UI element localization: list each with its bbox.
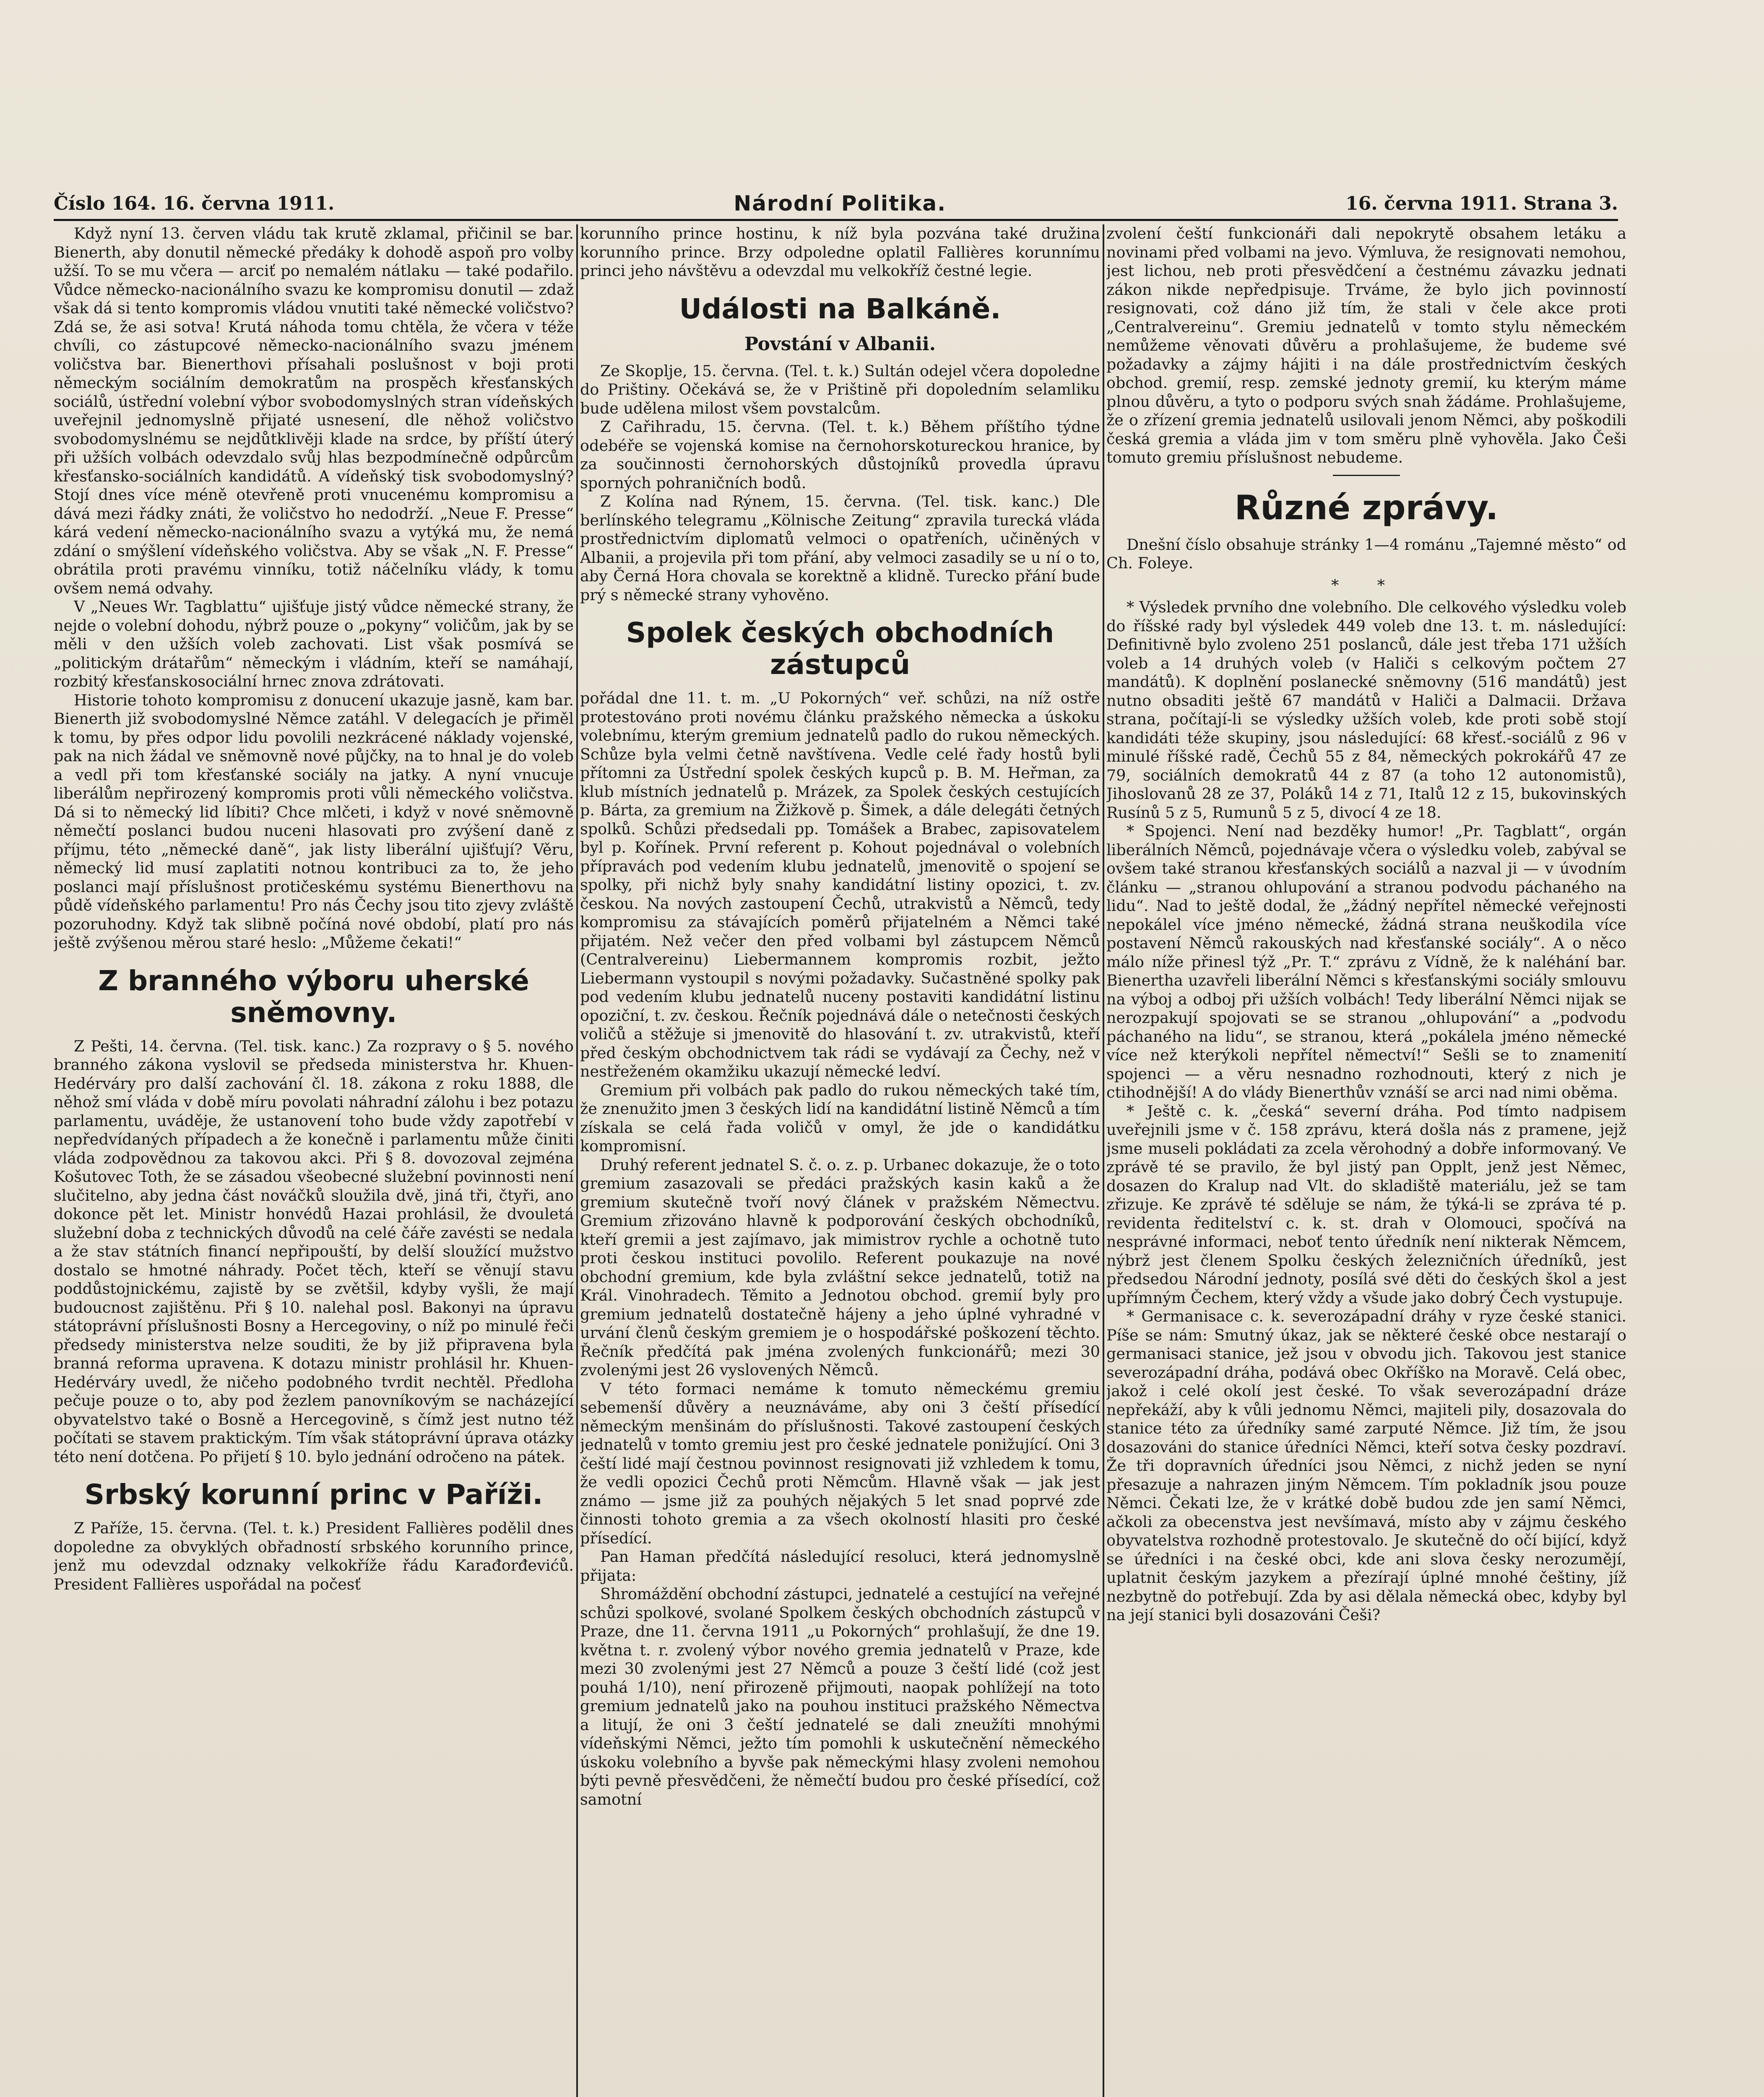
article-paragraph: * Spojenci. Není nad bezděky humor! „Pr. Tagblatt“, orgán liberálních Němců, pojednávaje včera o výsledku voleb, zabýval se ovšem také stranou křesťanských sociálů a nazval ji — v úvodním článku — „stranou ohlupování a stranou podvodu páchaného na lidu“. Nad to ještě dodal, že „žádný nepřítel německé veřejnosti nepokálel více jméno německé, žádná strana neuškodila více postavení Němců rakouských nad křesťanské sociály“. A o něco málo níže přinesl týž „Pr. T.“ zprávu z Vídně, že k naléhání bar. Bienertha uzavřeli liberální Němci s křesťanskými sociály smlouvu na výboj a odboj při užších volbách! Tedy liberální Němci nijak se nerozpakují spojovati se se stranou „ohlupování“ a „podvodu páchaného na lidu“, se stranou, která „pokálela jméno německé více než kterýkoli nepřítel němectví!“ Sešli se to znamenití spojenci — a věru nesnadno rozhodnouti, který z nich je ctihodnější! A do vlády Bienerthův vznáší se arci nad nimi oběma. xyxy=(1106,822,1626,1101)
issue-number: Číslo 164. 16. června 1911. xyxy=(54,193,335,214)
article-paragraph: Gremium při volbách pak padlo do rukou německých také tím, že znenužito jmen 3 českých lidí na kandidátní listině Němců a tím získala se celá řada voličů v omyl, že jde o kandidátku kompromisní. xyxy=(580,1081,1100,1155)
column-2 xyxy=(580,224,1100,2097)
page-header xyxy=(54,191,1618,216)
article-paragraph: Shromáždění obchodní zástupci, jednatelé a cestující na veřejné schůzi spolkové, svolané Spolkem českých obchodních zástupců v Praze, dne 11. června 1911 „u Pokorných“ prohlašují, že dne 19. května t. r. zvolený výbor nového gremia jednatelů v Praze, kde mezi 30 zvolenými jest 27 Němců a pouze 3 čeští lidé (což jest pouhá 1/10), není přirozeně přijmouti, naopak pohlížejí na toto gremium jednatelů jako na pouhou instituci pražského Němectva a litují, že oni 3 čeští jednatelé se dali zneužíti mnohými vídeňskými Němci, ježto tím pomohli k uskutečnění německého úskoku volebního a byvše pak německými hlasy zvoleni nemohou býti pevně přesvědčeni, že němečtí budou pro české přísedící, což samotní xyxy=(580,1585,1100,1808)
page-date: 16. června 1911. Strana 3. xyxy=(1345,193,1618,214)
article-paragraph: korunního prince hostinu, k níž byla pozvána také družina korunního prince. Brzy odpoledne oplatil Fallières korunnímu princi jeho návštěvu a odevzdal mu velkokříž čestné legie. xyxy=(580,224,1100,280)
article-paragraph: V „Neues Wr. Tagblattu“ ujišťuje jistý vůdce německé strany, že nejde o volební dohodu, nýbrž pouze o „pokyny“ voličům, jak by se měli v den užších voleb zachovati. List však posmívá se „politickým drátařům“ německým i vládním, kteří se namáhají, rozbitý křesťanskosociální hrnec znova zdrátovati. xyxy=(54,598,574,690)
article-paragraph: * Výsledek prvního dne volebního. Dle celkového výsledku voleb do říšské rady byl výsledek 449 voleb dne 13. t. m. následující: Definitivně bylo zvoleno 251 poslanců, dále jest třeba 171 užších voleb a 14 druhých voleb (v Haliči s celkovým počtem 27 mandátů). K doplnění poslanecké sněmovny (516 mandátů) jest nutno obsaditi ještě 67 mandátů v Haliči a Dalmacii. Država strana, počítají-li se výsledky užších voleb, kde proti sobě stojí kandidáti téže skupiny, jsou následující: 68 křesť.-sociálů z 96 v minulé říšské radě, Čechů 55 z 84, německých pokrokářů 47 ze 79, sociálních demokratů 44 z 87 (a toho 12 autonomistů), Jihoslovanů 28 ze 37, Poláků 14 z 71, Italů 12 z 15, bukovinských Rusínů 5 z 5, Rumunů 5 z 5, divocí 4 ze 18. xyxy=(1106,598,1626,822)
article-paragraph: Ze Skoplje, 15. června. (Tel. t. k.) Sultán odejel včera dopoledne do Prištiny. Očekává se, že v Prištině při dopoledním selamliku bude udělena milost všem povstalcům. xyxy=(580,362,1100,417)
separator xyxy=(1333,475,1400,476)
article-paragraph: pořádal dne 11. t. m. „U Pokorných“ veř. schůzi, na níž ostře protestováno proti novému článku pražského německa a úskoku volebnímu, kterým gremium jednatelů padlo do rukou německých. Schůze byla velmi četně navštívena. Vedle celé řady hostů byli přítomni za Ústřední spolek českých kupců p. B. M. Heřman, za klub místních jednatelů p. Mrázek, za Spolek českých cestujících p. Bárta, za gremium na Žižkově p. Šimek, a dále delegáti četných spolků. Schůzi předsedali pp. Tomášek a Brabec, zapisovatelem byl p. Kořínek. První referent p. Kohout pojednával o volebních přípravách pod vedením klubu jednatelů, jmenovitě o spojení se spolky, při nichž byly snahy kandidátní listiny opozici, t. zv. českou. Na nových zastoupení Čechů, utrakvistů a Němců, tedy kompromisu za stávajících poměrů přijatelném a Němci také přijatém. Než večer den před volbami byl zástupcem Němců (Centralvereinu) Liebermannem kompromis rozbit, ježto Liebermann vystoupil s novými požadavky. Sučastněné spolky pak pod vedením klubu jednatelů nuceny postaviti kandidátní listinu opoziční, t. zv. českou. Řečník pojednává dále o netečnosti českých voličů a stěžuje si jmenovitě do hlasování t. zv. utrakvistů, kteří před českým obchodnictvem tak rádi se vydávají za Čechy, než v nestřeženém okamžiku ukazují německé ledví. xyxy=(580,689,1100,1080)
article-paragraph: zvolení čeští funkcionáři dali nepokrytě obsahem letáku a novinami před volbami na jevo. Výmluva, že resignovati nemohou, jest lichou, neb proti přesvědčení a čestnému závazku jednati zákon nikde nepředpisuje. Trváme, že bylo jich povinností resignovati, což dáno již tím, že stali v čele akce proti „Centralvereinu“. Gremiu jednatelů v tomto stylu německém nemůžeme věnovati důvěru a prohlašujeme, že budeme své požadavky a zájmy hájiti i na dále prostřednictvím českých obchod. gremií, resp. zemské jednoty gremií, ku kterým máme plnou důvěru, a tyto o podporu svých snah žádáme. Prohlašujeme, že o zřízení gremia jednatelů usilovali jenom Němci, aby poškodili česká gremia a vláda jim v tom směru plně vyhověla. Jako Češi tomuto gremiu příslušnost nebudeme. xyxy=(1106,224,1626,466)
article-paragraph: Z Cařihradu, 15. června. (Tel. t. k.) Během příštího týdne odebéře se vojenská komise na černohorskotureckou hranice, by za součinnosti černohorských důstojníků provedla úpravu sporných pohraničních bodů. xyxy=(580,418,1100,492)
article-paragraph: V této formaci nemáme k tomuto německému gremiu sebemenší důvěry a neuznáváme, aby oni 3 čeští přísedící německým menšinám do příslušnosti. Takové zastoupení českých jednatelů v tomto gremiu jest pro české jednatele ponižující. Oni 3 čeští lidé mají čestnou povinnost resignovati již vzhledem k tomu, že vedli opozici Čechů proti Němcům. Hlavně však — jak jest známo — jsme již za pouhých nějakých 5 let snad poprvé zde činnosti tohoto gremia a za všech okolností hlasiti pro české přísedící. xyxy=(580,1379,1100,1547)
article-paragraph: Druhý referent jednatel S. č. o. z. p. Urbanec dokazuje, že o toto gremium zasazovali se předáci pražských kasin kaků a že gremium skutečně tvoří nový článek v pražském Němectvu. Gremium zřizováno hlavně k podporování českých obchodníků, kteří gremii a jest zajímavo, jak mimistrov rychle a ochotně tuto proti českou instituci povolilo. Referent poukazuje na nové obchodní gremium, kde byla zvláštní sekce jednatelů, totiž na Král. Vinohradech. Těmito a Jednotou obchod. gremií byly pro gremium jednatelů dostatečně hájeny a jeho úplné vyhradné v urvání členů českým gremiem je o hospodářské poškození těchto. Řečník předčítá pak jména zvolených funkcionářů; mezi 30 zvolenými jest 26 vyslovených Němců. xyxy=(580,1155,1100,1379)
article-paragraph: Z Paříže, 15. června. (Tel. t. k.) President Fallières podělil dnes dopoledne za obvyklých obřadností srbského korunního prince, jenž mu odevzdal odznaky velkokříže řádu Karađorđevićů. President Fallières uspořádal na počesť xyxy=(54,1519,574,1593)
article-paragraph: Pan Haman předčítá následující resoluci, která jednomyslně přijata: xyxy=(580,1548,1100,1584)
article-paragraph: * Ještě c. k. „česká“ severní dráha. Pod tímto nadpisem uveřejnili jsme v č. 158 zprávu, která došla nás z pramene, jejž jsme museli pokládati za zcela věrohodný a dobře informovaný. Ve zprávě té se pravilo, že byl jistý pan Opplt, jenž jest Němec, dosazen do Kralup nad Vlt. do skladiště materiálu, jež se tam zřizuje. Ke zprávě té sděluje se nám, že týká-li se zpráva té p. revidenta ředitelství c. k. st. drah v Olomouci, spočívá na nesprávné informaci, neboť tento úředník není nikterak Němcem, nýbrž jest členem Spolku českých železničních úředníků, jest předsedou Národní jednoty, posílá své děti do českých škol a jest upřímným Čechem, který vždy a všude jako dobrý Čech vystupuje. xyxy=(1106,1102,1626,1307)
star-separator: * * xyxy=(1331,576,1402,594)
article-paragraph: Když nyní 13. červen vládu tak krutě zklamal, přičinil se bar. Bienerth, aby donutil německé předáky k dohodě aspoň pro volby užší. To se mu včera — arciť po nemalém nátlaku — také podařilo. Vůdce německo-nacionálního svazu ke kompromisu donutil — zdaž však dá si tento kompromis vládou vnutiti také německé voličstvo? Zdá se, že asi sotva! Krutá náhoda tomu chtěla, že včera v téže chvíli, co zástupcové německo-nacionálního svazu jménem voličstva bar. Bienerthovi přísahali poslušnost v boji proti německým sociálním demokratům na prospěch křesťanských sociálů, ústřední volební výbor svobodomyslných stran vídeňských uveřejnil jednomyslně přijaté usnesení, dle něhož voličstvo svobodomyslnému se nejdůtklivěji klade na srdce, by příští úterý při užších volbách odevzdalo svůj hlas bezpodmínečně odpůrcům křesťansko-sociálních kandidátů. A vídeňský tisk svobodomyslný? Stojí dnes více méně otevřeně proti vnucenému kompromisu a dává mezi řádky znáti, že voličstvo ho nedodrží. „Neue F. Presse“ kárá vedení německo-nacionálního svazu a vytýká mu, že nemá zdání o smýšlení vídeňského voličstva. Aby se však „N. F. Presse“ obrátila proti pravému vinníku, totiž náčelníku vlády, k tomu ovšem nemá odvahy. xyxy=(54,224,574,597)
newspaper-title: Národní Politika. xyxy=(734,191,947,216)
column-3 xyxy=(1106,224,1626,2097)
column-divider xyxy=(1103,224,1104,2097)
article-paragraph: * Germanisace c. k. severozápadní dráhy v ryze české stanici. Píše se nám: Smutný úkaz, jak se některé české obce nestarají o germanisaci stanice, jež jsou v obvodu jich. Takovou jest stanice severozápadní dráha, podává obec Okříško na Moravě. Celá obec, jakož i celé okolí jest české. To však severozápadní dráze nepřekáží, aby k vůli jednomu Němci, majiteli pily, dosazovala do stanice této za úředníky samé zarputé Němce. Již tím, že jsou dosazováni do stanice úředníci Němci, kteří sotva česky pozdraví. Že tři dopravních úředníci jsou Němci, z nichž jeden se nyní přesazuje a nahrazen jiným Němcem. Tím pokladník jsou pouze Němci. Čekati lze, že v krátké době budou zde jen samí Němci, ačkoli za obecenstva jest nevšímavá, místo aby v zájmu českého obyvatelstva rozhodně protestovalo. Je skutečně do očí bijící, když se úředníci i na české obci, kde ani slova česky nerozumějí, uplatnit českým jazykem a přezírají úplné mnohé češtiny, jíž nezbytně do potřebují. Zda by asi dělala německá obec, kdyby byl na její stanici byli dosazováni Češi? xyxy=(1106,1307,1626,1624)
column-divider xyxy=(576,224,578,2097)
column-1 xyxy=(54,224,574,2097)
header-rule xyxy=(54,219,1618,221)
section-heading: Spolek českých obchodních zástupců xyxy=(626,617,1054,681)
subsection-heading: Povstání v Albanii. xyxy=(744,333,936,355)
section-heading: Různé zprávy. xyxy=(1234,488,1499,527)
section-heading: Srbský korunní princ v Paříži. xyxy=(84,1478,543,1511)
article-paragraph: Z Pešti, 14. června. (Tel. tisk. kanc.) Za rozpravy o § 5. nového branného zákona vyslovil se předseda ministerstva hr. Khuen-Hedérváry pro další zachování čl. 18. zákona z roku 1888, dle něhož smí vláda v době míru povolati náhradní zálohu i bez potazu parlamentu, uváděje, že ustanovení toho bude vždy zapotřebí v nepředvídaných případech a že konečně i parlamentu může činiti vláda zodpovědnou za takovou akci. Při § 8. dovozoval zejména Košutovec Toth, že se zásadou všeobecné služební povinnosti není slučitelno, aby jedna část nováčků sloužila dvě, jiná tři, čtyři, ano dokonce pět let. Ministr honvédů Hazai prohlásil, že dvouletá služební doba z technických důvodů na celé čáře zavésti se nedala a že stav státních financí nepřipouští, by delší sloužící mužstvo dostalo se hmotné náhrady. Počet těch, kteří se věnují stavu poddůstojnickému, zajistě by se zvětšil, kdyby vyšli, že mají budoucnost zajištěnu. Při § 10. nalehal posl. Bakonyi na úpravu státoprávní příslušnosti Bosny a Hercegoviny, o níž po minulé řeči předsedy ministerstva nelze souditi, že by již připravena byla branná reforma upravena. K dotazu ministr prohlásil hr. Khuen-Hedérváry uvedl, že ničeho podobného tvrdit nechtěl. Předloha pečuje pouze o to, aby pod žezlem panovníkovým se nacházející obyvatelstvo také o Bosně a Hercegovině, s čímž jest nutno též počítati se stavem praktickým. Tím však státoprávní úprava otázky této není dotčena. Po přijetí § 10. bylo jednání odročeno na pátek. xyxy=(54,1037,574,1466)
section-heading: Z branného výboru uherské sněmovny. xyxy=(98,964,529,1029)
article-paragraph: Z Kolína nad Rýnem, 15. června. (Tel. tisk. kanc.) Dle berlínského telegramu „Kölnische Zeitung“ zpravila turecká vláda prostřednictvím diplomatů velmoci o opatřeních, učiněných v Albanii, a projevila při tom přání, aby velmoci zasadily se u ní o to, aby Černá Hora chovala se korektně a klidně. Turecko přání bude prý s německé strany vyhověno. xyxy=(580,492,1100,604)
section-heading: Události na Balkáně. xyxy=(679,292,1001,325)
article-paragraph: Historie tohoto kompromisu z donucení ukazuje jasně, kam bar. Bienerth již svobodomyslné Němce zatáhl. V delegacích je přiměl k tomu, by přes odpor lidu povolili nezkrácené náklady vojenské, pak na nich žádal ve sněmovně nové půjčky, na to hnal je do voleb a vedl při tom křesťanské sociály na jatky. A nyní vnucuje liberálům nepřirozený kompromis proti vůli německého voličstva. Dá si to německý lid líbiti? Chce mlčeti, i když v nové sněmovně němečtí poslanci budou nuceni hlasovati pro zvýšení daně z příjmu, této „německé daně“, jak listy liberální ujišťují? Věru, německý lid musí zaplatiti notnou kontribuci za to, že jeho poslanci mají příslušnost protičeskému systému Bienerthovu na půdě vídeňského parlamentu! Pro nás Čechy jsou tito zjevy zvláště pozoruhodny. Když tak slibně počíná nové období, platí pro nás ještě zvýšenou měrou staré heslo: „Můžeme čekati!“ xyxy=(54,691,574,952)
article-paragraph: Dnešní číslo obsahuje stránky 1—4 románu „Tajemné město“ od Ch. Foleye. xyxy=(1106,535,1626,572)
